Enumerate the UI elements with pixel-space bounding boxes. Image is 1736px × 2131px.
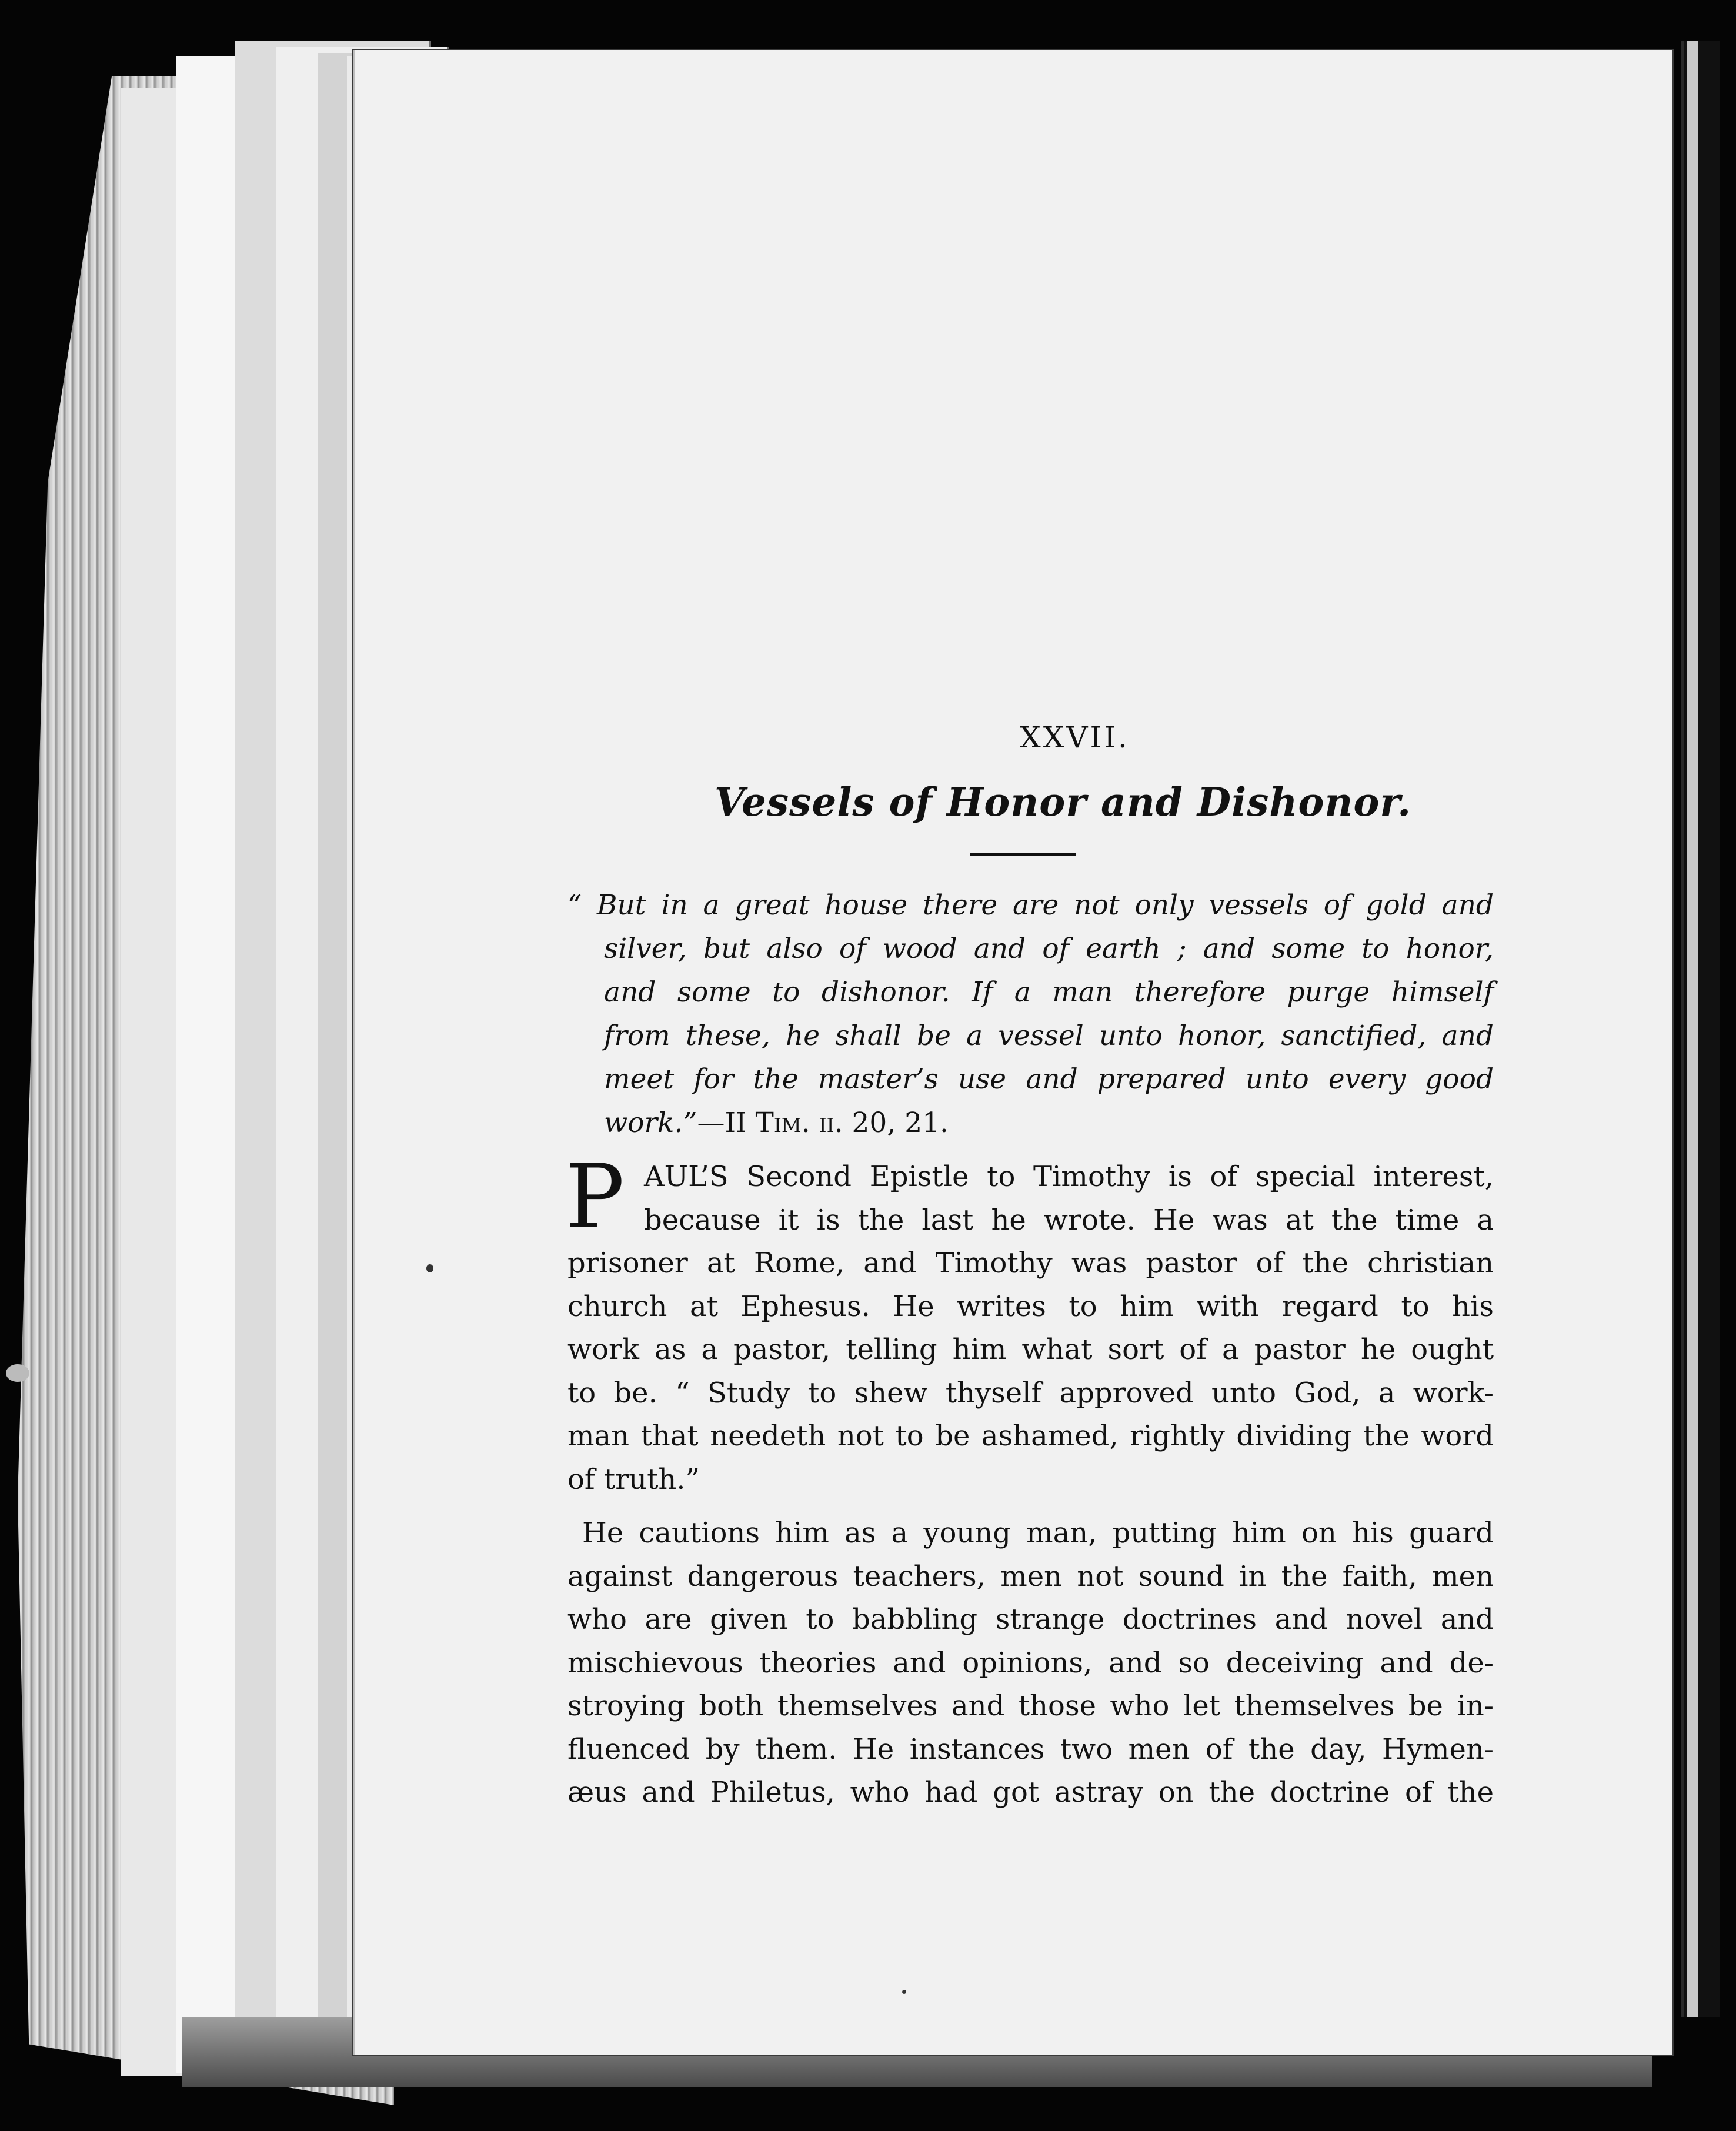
chapter-number: XXVII. xyxy=(1020,720,1130,754)
paragraph-line: who are given to babbling strange doctrines and novel and xyxy=(567,1603,1494,1636)
epigraph-line: and some to dishonor. If a man therefore purge himself xyxy=(604,976,1494,1008)
epigraph-line: silver, but also of wood and of earth ; and some to honor, xyxy=(604,933,1494,965)
paragraph-1 xyxy=(565,1146,1494,1501)
paragraph-line: prisoner at Rome, and Timothy was pastor of the christian xyxy=(567,1247,1494,1280)
paragraph-line: He cautions him as a young man, putting him on his guard xyxy=(582,1517,1494,1549)
paragraph-line: to be. “ Study to shew thyself approved unto God, a work- xyxy=(567,1376,1494,1409)
scripture-reference: —II Tim. ii. 20, 21. xyxy=(697,1107,949,1139)
paragraph-line: church at Ephesus. He writes to him with regard to his xyxy=(567,1290,1494,1323)
epigraph-line: “ But in a great house there are not only vessels of gold and xyxy=(567,889,1494,921)
paragraph-line: man that needeth not to be ashamed, rightly dividing the word xyxy=(567,1419,1494,1452)
paragraph-line: stroying both themselves and those who let themselves be in- xyxy=(567,1689,1494,1722)
paragraph-line: mischievous theories and opinions, and so deceiving and de- xyxy=(567,1646,1494,1679)
epigraph-line: from these, he shall be a vessel unto honor, sanctified, and xyxy=(604,1020,1494,1052)
speck-mark xyxy=(426,1264,433,1272)
paragraph-line: because it is the last he wrote. He was at the time a xyxy=(644,1203,1494,1237)
drop-cap: P xyxy=(565,1146,625,1248)
page-text xyxy=(567,694,1494,1815)
paragraph-line: against dangerous teachers, men not sound in the faith, men xyxy=(567,1559,1494,1593)
paragraph-line: of truth.” xyxy=(567,1462,700,1496)
facing-page-sliver xyxy=(1687,41,1698,2017)
chapter-title: Vessels of Honor and Dishonor. xyxy=(714,779,1412,825)
paragraph-line: work as a pastor, telling him what sort of a pastor he ought xyxy=(567,1333,1494,1366)
speck-mark xyxy=(902,1990,906,1994)
speck-mark xyxy=(6,1364,29,1382)
paragraph-2 xyxy=(567,1512,1494,1815)
epigraph-last-line xyxy=(567,1101,1494,1145)
epigraph-last-word: work.” xyxy=(604,1107,697,1139)
title-rule xyxy=(970,853,1076,856)
paragraph-line: æus and Philetus, who had got astray on the doctrine of the xyxy=(567,1776,1494,1809)
paragraph-line: AUL’S Second Epistle to Timothy is of special interest, xyxy=(644,1160,1494,1193)
epigraph xyxy=(567,884,1494,1145)
epigraph-line: meet for the master’s use and prepared unto every good xyxy=(604,1063,1494,1095)
paragraph-line: fluenced by them. He instances two men of the day, Hymen- xyxy=(567,1732,1494,1766)
